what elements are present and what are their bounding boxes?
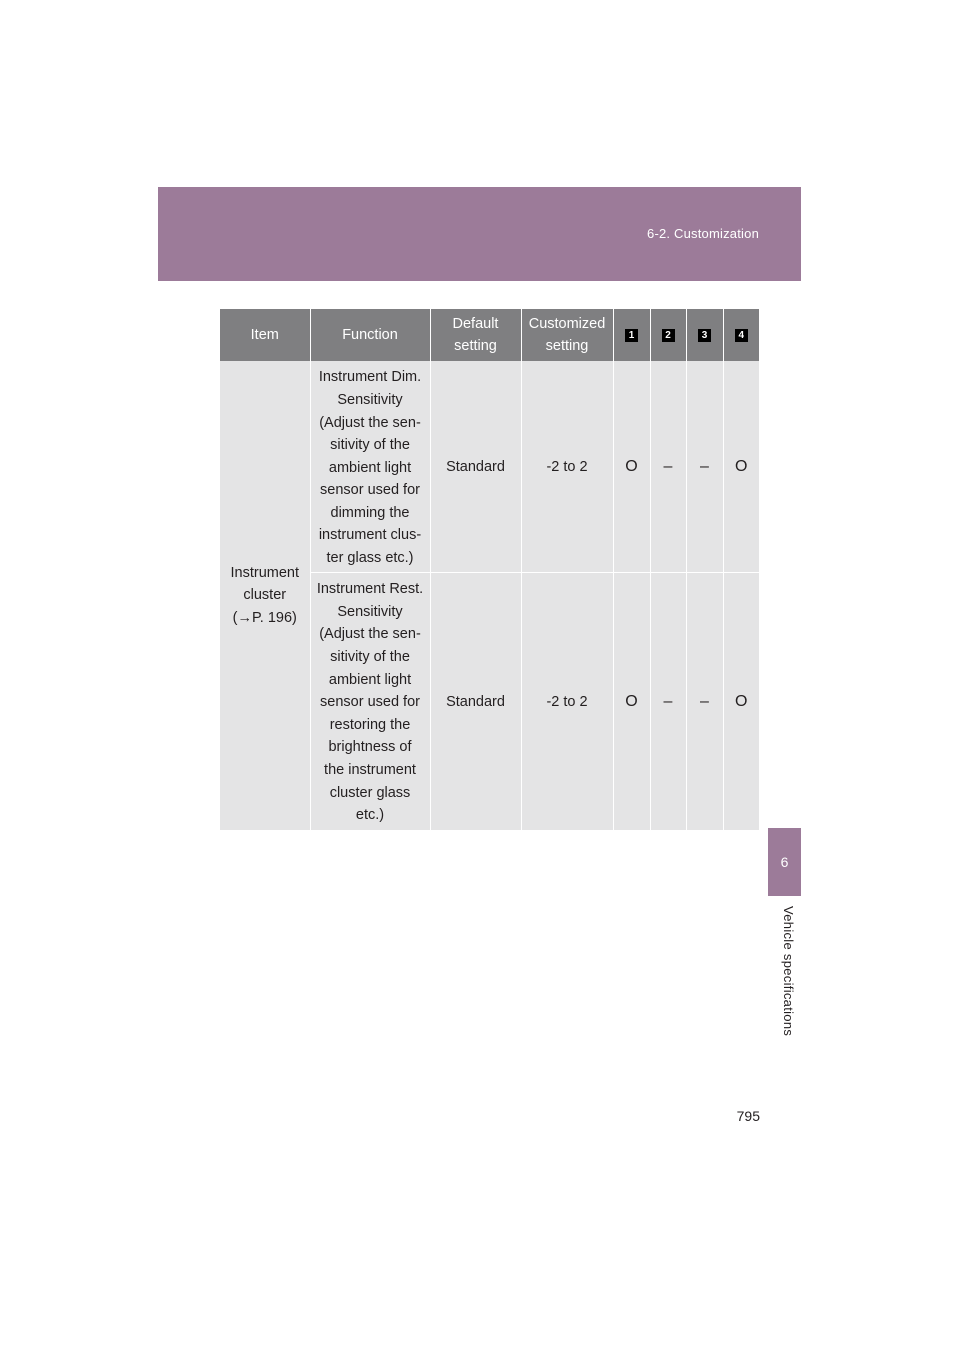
function-line: ter glass etc.) — [326, 550, 414, 567]
function-line: sensor used for — [320, 482, 420, 499]
table-header-row — [220, 309, 759, 361]
customization-table — [220, 309, 759, 831]
mark-cell-3: – — [686, 573, 723, 831]
function-line: sitivity of the — [330, 437, 410, 454]
function-line: etc.) — [355, 807, 385, 824]
chapter-label: Vehicle specifications — [781, 906, 796, 1037]
col-header-function: Function — [310, 309, 430, 361]
function-line: restoring the — [329, 716, 411, 733]
item-line: cluster — [243, 587, 287, 604]
chapter-tab — [768, 828, 801, 896]
section-title: 6-2. Customization — [647, 226, 759, 241]
col-header-4 — [723, 309, 759, 361]
function-line: cluster glass — [329, 784, 411, 801]
col-header-customized-line2: setting — [545, 338, 589, 354]
function-line: ambient light — [328, 459, 412, 476]
function-cell — [310, 573, 430, 831]
function-line: the instrument — [324, 761, 416, 778]
function-line: brightness of — [328, 739, 412, 756]
number-badge-4: 4 — [735, 329, 748, 342]
customized-setting-cell: -2 to 2 — [521, 573, 613, 831]
function-cell — [310, 361, 430, 573]
mark-cell-4: O — [723, 573, 759, 831]
col-header-3 — [686, 309, 723, 361]
header-band — [158, 187, 801, 281]
page-number: 795 — [736, 1108, 760, 1124]
mark-cell-4: O — [723, 361, 759, 573]
mark-cell-2: – — [650, 361, 686, 573]
number-badge-2: 2 — [662, 329, 675, 342]
item-page-reference: (→P. 196) — [232, 609, 297, 626]
mark-cell-2: – — [650, 573, 686, 831]
customized-setting-cell: -2 to 2 — [521, 361, 613, 573]
col-header-2 — [650, 309, 686, 361]
function-line: Sensitivity — [337, 603, 403, 620]
function-line: (Adjust the sen- — [319, 414, 421, 431]
function-line: dimming the — [330, 504, 410, 521]
col-header-default-line2: setting — [454, 338, 497, 354]
col-header-default-line1: Default — [452, 316, 499, 332]
function-line: (Adjust the sen- — [319, 626, 421, 643]
function-line: instrument clus- — [318, 527, 422, 544]
function-line: Instrument Rest. — [316, 581, 424, 598]
default-setting-cell: Standard — [430, 361, 521, 573]
function-line: sitivity of the — [330, 649, 410, 666]
function-line: ambient light — [328, 671, 412, 688]
col-header-1 — [613, 309, 650, 361]
number-badge-1: 1 — [625, 329, 638, 342]
item-cell — [220, 361, 310, 831]
function-line: sensor used for — [320, 694, 420, 711]
number-badge-3: 3 — [698, 329, 711, 342]
function-line: Sensitivity — [337, 391, 403, 408]
col-header-customized-line1: Customized — [528, 316, 606, 332]
mark-cell-3: – — [686, 361, 723, 573]
table-row — [220, 361, 759, 573]
mark-cell-1: O — [613, 361, 650, 573]
item-line: Instrument — [230, 564, 299, 581]
col-header-default — [430, 309, 521, 361]
default-setting-cell: Standard — [430, 573, 521, 831]
function-line: Instrument Dim. — [318, 369, 422, 386]
col-header-customized — [521, 309, 613, 361]
mark-cell-1: O — [613, 573, 650, 831]
col-header-item: Item — [220, 309, 310, 361]
chapter-number: 6 — [780, 854, 789, 870]
